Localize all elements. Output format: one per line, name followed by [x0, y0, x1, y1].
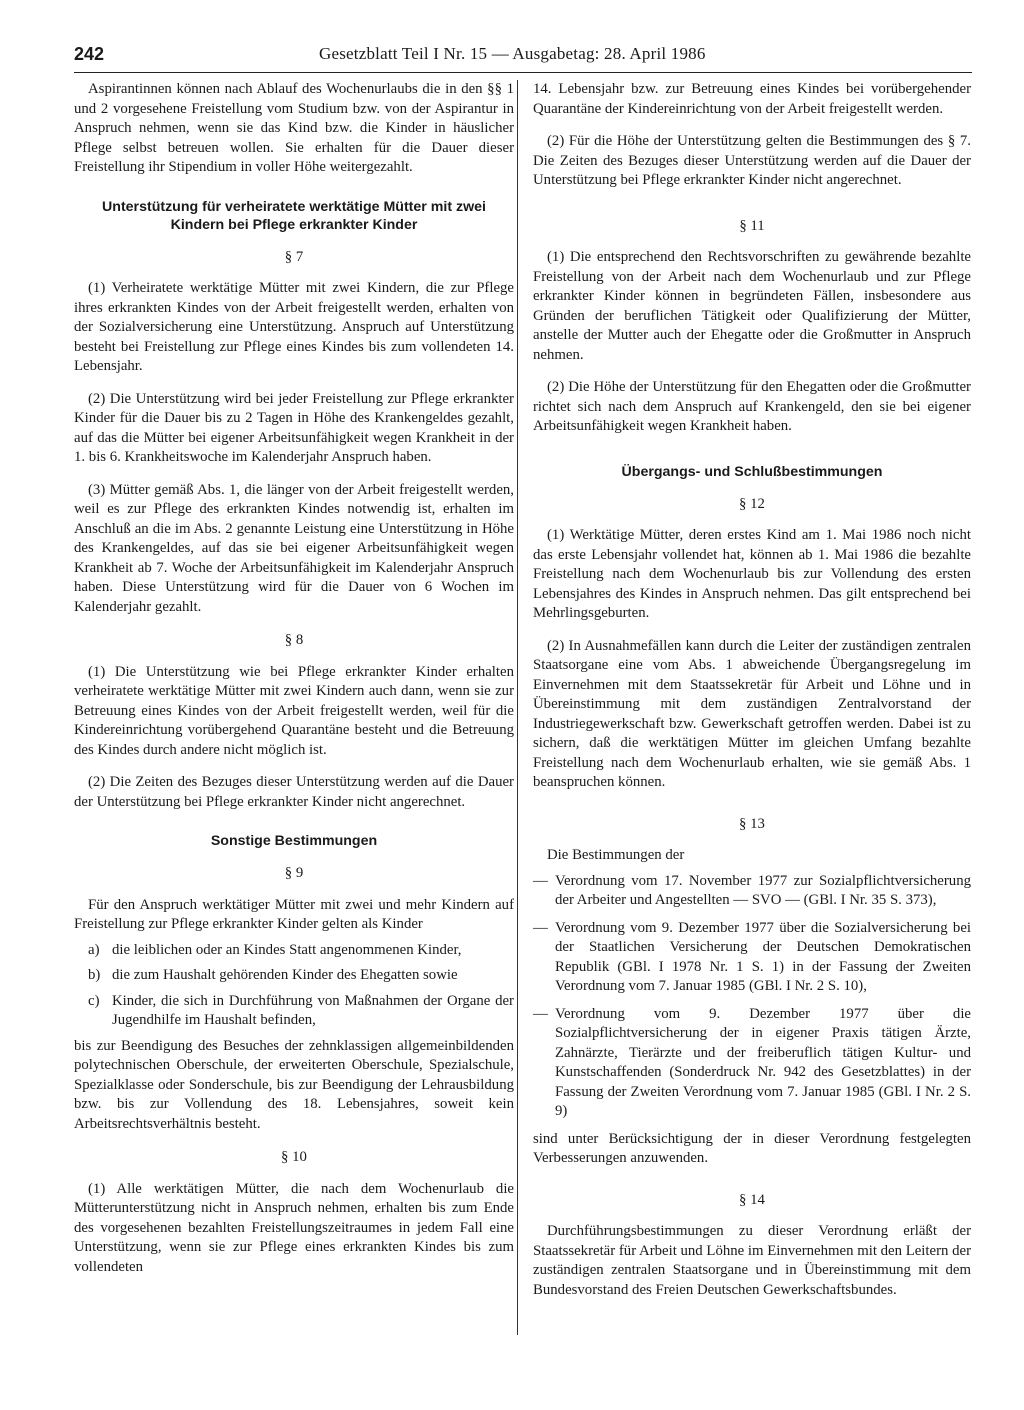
list-item [533, 1005, 971, 1122]
paragraph-text: (2) In Ausnahmefällen kann durch die Leiter der zuständigen zentralen Staatsorgane eine vom Abs. 1 abweichende Übergangsregelung im Einvernehmen mit dem Staatssekretär für Arbeit und Löhne und in Übereinstimmung mit dem zuständigen Zentralvorstand der Industriegewerkschaft bzw. Gewerkschaft getroffen werden. Dabei ist zu sichern, daß die werktätigen Mütter im gleichen Umfang bezahlte Freistellung nach dem Wochenurlaub erhalten, wie sie gemäß Abs. 1 beanspruchen können. [533, 637, 971, 790]
paragraph-text: (2) Die Höhe der Unterstützung für den Ehegatten oder die Großmutter richtet sich nach dem Anspruch auf Krankengeld, den sie bei eigener Arbeitsunfähigkeit wegen Krankheit haben. [533, 379, 971, 434]
section-heading: Unterstützung für verheiratete werktätige Mütter mit zwei Kindern bei Pflege erkrankter Kinder [102, 198, 486, 233]
paragraph-text: (1) Die Unterstützung wie bei Pflege erkrankter Kinder erhalten verheiratete werktätige Mütter mit zwei Kindern auch dann, wenn sie zur Betreuung eines Kindes von der Arbeit freigestellt werden, weil für die Kindereinrichtung vorübergehend Quarantäne besteht und die Betreuung des Kindes durch andere nicht möglich ist. [74, 663, 514, 758]
paragraph-sign: § 11 [739, 217, 765, 234]
section-heading: Übergangs- und Schlußbestimmungen [621, 463, 883, 480]
intro-paragraph: Aspirantinnen können nach Ablauf des Wochenurlaubs die in den §§ 1 und 2 vorgesehene Freistellung vom Studium bzw. von der Aspirantur in Anspruch nehmen, wenn sie das Kind bzw. die Kinder in häuslicher Pflege selbst betreuen wollen. Sie erhalten für die Dauer dieser Freistellung ihr Stipendium in voller Höhe weitergezahlt. [74, 81, 514, 175]
list-text: die leiblichen oder an Kindes Statt angenommenen Kinder, [112, 941, 462, 958]
paragraph-sign: § 7 [284, 248, 304, 265]
paragraph-sign: § 9 [284, 865, 304, 881]
page-header [74, 42, 972, 73]
section-heading: Sonstige Bestimmungen [210, 833, 378, 849]
page-number: 242 [74, 44, 105, 64]
list-text: die zum Haushalt gehörenden Kinder des Ehegatten sowie [112, 967, 458, 983]
paragraph-text: 14. Lebensjahr bzw. zur Betreuung eines Kindes bei vorübergehender Quarantäne der Kindereinrichtung von der Arbeit freigestellt werden. [533, 81, 971, 117]
paragraph-sign: § 13 [739, 815, 765, 832]
list-text: Verordnung vom 9. Dezember 1977 über die Sozialpflichtversicherung der in eigener Praxis tätigen Ärzte, Zahnärzte, Tierärzte und der freiberuflich tätigen Kultur- und Kunstschaffenden (Sonderdruck Nr. 942 des Gesetzblattes) in der Fassung der Zweiten Verordnung vom 7. Januar 1985 (GBl. I Nr. 2 S. 9) [555, 1005, 971, 1119]
paragraph-text: (2) Die Zeiten des Bezuges dieser Unterstützung werden auf die Dauer der Unterstützung bei Pflege erkrankter Kinder nicht angerechnet. [74, 774, 514, 810]
paragraph-sign: § 10 [281, 1149, 307, 1165]
list-item [74, 941, 514, 961]
list-item [533, 872, 971, 911]
list-text: Verordnung vom 17. November 1977 zur Sozialpflichtversicherung der Arbeiter und Angestellten — SVO — (GBl. I Nr. 35 S. 373), [555, 872, 971, 908]
paragraph-text: Für den Anspruch werktätiger Mütter mit zwei und mehr Kindern auf Freistellung zur Pflege erkrankter Kinder gelten als Kinder [74, 896, 514, 932]
paragraph-sign: § 14 [739, 1191, 765, 1208]
left-column [74, 80, 514, 1290]
right-column [533, 80, 971, 1313]
paragraph-text: Durchführungsbestimmungen zu dieser Verordnung erläßt der Staatssekretär für Arbeit und Löhne im Einvernehmen mit den Leitern der zuständigen zentralen Staatsorgane und in Übereinstimmung mit dem Bundesvorstand des Freien Deutschen Gewerkschaftsbundes. [533, 1223, 972, 1298]
paragraph-text: (1) Die entsprechend den Rechtsvorschriften zu gewährende bezahlte Freistellung von der Arbeit nach dem Wochenurlaub und zur Pflege erkrankter Kinder können in begründeten Fällen, insbesondere aus Gründen der beruflichen Tätigkeit oder Qualifizierung der Mütter, anstelle der Mutter auch der Ehegatte oder die Großmutter in Anspruch nehmen. [533, 249, 971, 363]
paragraph-text: (1) Werktätige Mütter, deren erstes Kind am 1. Mai 1986 noch nicht das erste Lebensjahr vollendet hat, können ab 1. Mai 1986 die bezahlte Freistellung nach dem Wochenurlaub bis zur Vollendung des ersten Lebensjahres des Kindes in Anspruch nehmen. Das gilt entsprechend bei Mehrlingsgeburten. [533, 527, 971, 621]
list-item [74, 992, 514, 1031]
paragraph-text: (1) Alle werktätigen Mütter, die nach dem Wochenurlaub die Mütterunterstützung nicht in Anspruch nehmen, erhalten bis zum Ende des vorgesehenen bezahlten Freistellungszeitraumes in jedem Fall eine Unterstützung, wenn sie zur Pflege eines erkrankten Kindes bis zum vollendeten [74, 1180, 514, 1275]
list-text: Verordnung vom 9. Dezember 1977 über die Sozialversicherung bei der Staatlichen Versicherung der Deutschen Demokratischen Republik (GBl. I 1978 Nr. 1 S. 1) in der Fassung der Zweiten Verordnung vom 7. Januar 1985 (GBl. I Nr. 2 S. 10), [555, 919, 971, 994]
list-item [533, 919, 971, 997]
list-label: a) [88, 941, 100, 958]
list-item [74, 966, 514, 986]
list-label: b) [88, 967, 101, 983]
paragraph-text: Die Bestimmungen der [547, 847, 685, 863]
list-label: — [533, 919, 548, 936]
column-divider [517, 80, 518, 1335]
list-label: — [533, 1005, 548, 1022]
paragraph-text: sind unter Berücksichtigung der in dieser Verordnung festgelegten Verbesserungen anzuwenden. [533, 1130, 971, 1166]
paragraph-text: (3) Mütter gemäß Abs. 1, die länger von der Arbeit freigestellt werden, weil es zur Pflege des erkrankten Kindes notwendig ist, erhalten im Anschluß an die im Abs. 2 genannte Leistung eine Unterstützung in Höhe des Krankengeldes, auf das sie bei eigener Arbeitsunfähigkeit wegen Krankheit ab 7. Woche der Arbeitsunfähigkeit im Kalenderjahr Anspruch haben. Diese Unterstützung wird für die Dauer von 6 Wochen im Kalenderjahr gezahlt. [74, 481, 514, 615]
running-head: Gesetzblatt Teil I Nr. 15 — Ausgabetag: 28. April 1986 [319, 44, 706, 63]
list-label: c) [88, 992, 100, 1009]
paragraph-text: bis zur Beendigung des Besuches der zehnklassigen allgemeinbildenden polytechnischen Oberschule, der erweiterten Oberschule, Spezialschule, Spezialklasse oder Sonderschule, bis zur Beendigung der Lehrausbildung bzw. bis zur Vollendung des 18. Lebensjahres, soweit kein Arbeitsrechtsverhältnis besteht. [74, 1037, 514, 1132]
paragraph-text: (2) Die Unterstützung wird bei jeder Freistellung zur Pflege erkrankter Kinder für die Dauer bis zu 2 Tagen in Höhe des Krankengeldes gezahlt, auf das die Mütter bei eigener Arbeitsunfähigkeit wegen Krankheit in der 1. bis 6. Krankheitswoche im Kalenderjahr Anspruch haben. [74, 390, 514, 465]
paragraph-sign: § 12 [739, 495, 765, 512]
list-text: Kinder, die sich in Durchführung von Maßnahmen der Organe der Jugendhilfe im Haushalt befinden, [112, 992, 514, 1028]
list-label: — [533, 872, 548, 889]
paragraph-text: (2) Für die Höhe der Unterstützung gelten die Bestimmungen des § 7. Die Zeiten des Bezuges dieser Unterstützung werden auf die Dauer der Unterstützung bei Pflege erkrankter Kinder nicht angerechnet. [533, 133, 971, 188]
paragraph-text: (1) Verheiratete werktätige Mütter mit zwei Kindern, die zur Pflege ihres erkrankten Kindes von der Arbeit freigestellt werden, erhalten von der Sozialversicherung eine Unterstützung. Anspruch auf Unterstützung besteht bei Freistellung zur Pflege eines Kindes bis zum vollendeten 14. Lebensjahr. [74, 280, 514, 374]
paragraph-sign: § 8 [284, 632, 304, 648]
